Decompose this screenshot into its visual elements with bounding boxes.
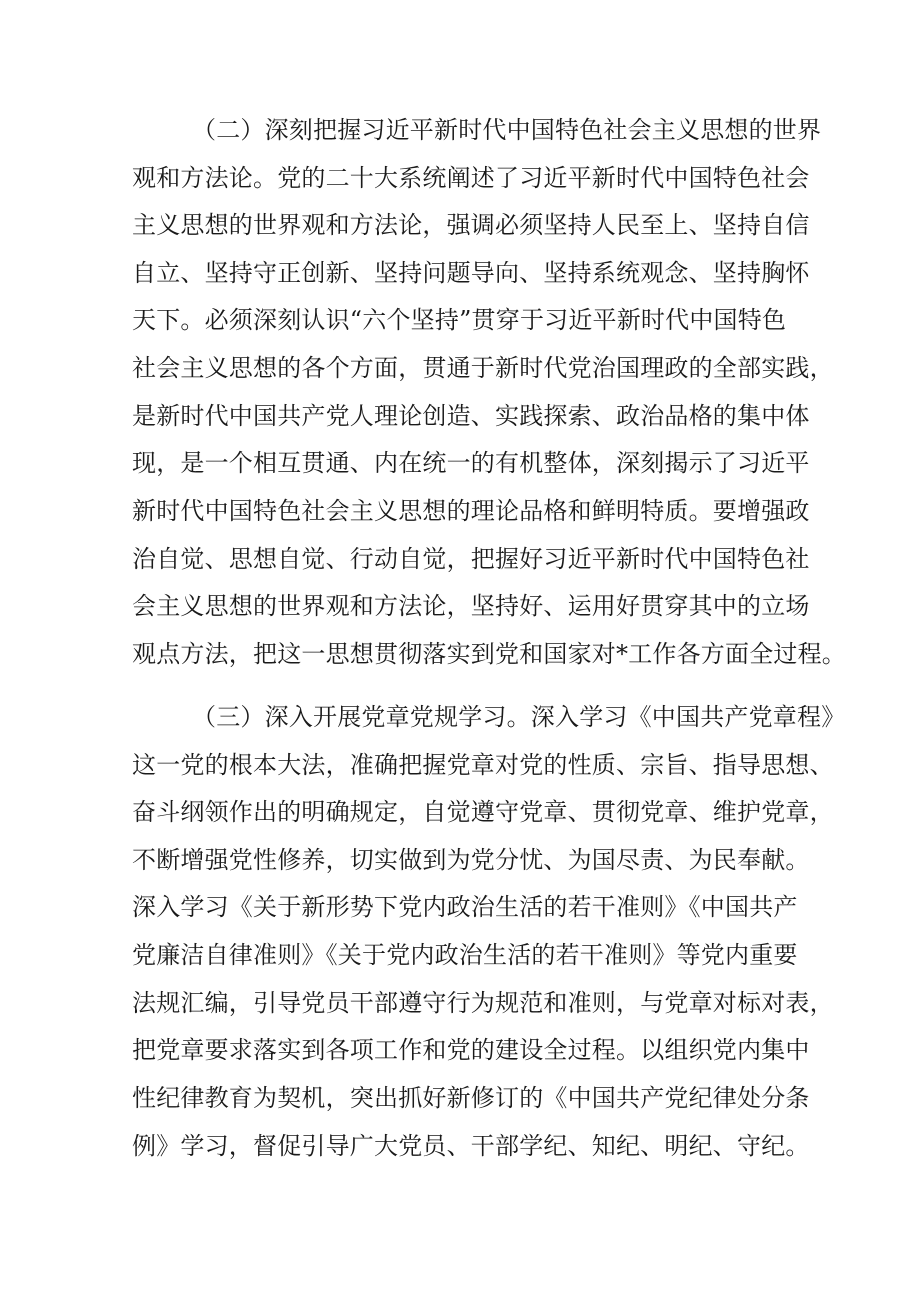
paragraph-line: 把党章要求落实到各项工作和党的建设全过程。以组织党内集中 (132, 1036, 810, 1064)
paragraph-line: 例》学习，督促引导广大党员、干部学纪、知纪、明纪、守纪。 (132, 1132, 810, 1160)
paragraph-line: 新时代中国特色社会主义思想的理论品格和鲜明特质。要增强政 (132, 497, 810, 525)
paragraph-line: 深入学习《关于新形势下党内政治生活的若干准则》《中国共产 (132, 893, 798, 921)
paragraph-line: 性纪律教育为契机，突出抓好新修订的《中国共产党纪律处分条 (132, 1084, 810, 1112)
paragraph-line: （三）深入开展党章党规学习。深入学习《中国共产党章程》 (192, 703, 846, 731)
paragraph-line: 现，是一个相互贯通、内在统一的有机整体，深刻揭示了习近平 (132, 449, 810, 477)
paragraph-line: 自立、坚持守正创新、坚持问题导向、坚持系统观念、坚持胸怀 (132, 259, 810, 287)
paragraph-line: 党廉洁自律准则》《关于党内政治生活的若干准则》等党内重要 (132, 941, 798, 969)
paragraph-line: 天下。必须深刻认识“六个坚持”贯穿于习近平新时代中国特色 (132, 306, 787, 334)
paragraph-line: 治自觉、思想自觉、行动自觉，把握好习近平新时代中国特色社 (132, 545, 810, 573)
paragraph-line: 观和方法论。党的二十大系统阐述了习近平新时代中国特色社会 (132, 164, 810, 192)
paragraph-line: 社会主义思想的各个方面，贯通于新时代党治国理政的全部实践， (132, 354, 834, 382)
paragraph-line: （二）深刻把握习近平新时代中国特色社会主义思想的世界 (192, 116, 822, 144)
paragraph-line: 奋斗纲领作出的明确规定，自觉遵守党章、贯彻党章、维护党章， (132, 798, 834, 826)
paragraph-line: 这一党的根本大法，准确把握党章对党的性质、宗旨、指导思想、 (132, 751, 834, 779)
paragraph-line: 主义思想的世界观和方法论，强调必须坚持人民至上、坚持自信 (132, 211, 810, 239)
paragraph-line: 不断增强党性修养，切实做到为党分忧、为国尽责、为民奉献。 (132, 846, 810, 874)
paragraph-line: 观点方法，把这一思想贯彻落实到党和国家对*工作各方面全过程。 (132, 640, 846, 668)
paragraph-line: 会主义思想的世界观和方法论，坚持好、运用好贯穿其中的立场 (132, 592, 810, 620)
paragraph-line: 是新时代中国共产党人理论创造、实践探索、政治品格的集中体 (132, 402, 810, 430)
paragraph-line: 法规汇编，引导党员干部遵守行为规范和准则，与党章对标对表， (132, 989, 834, 1017)
